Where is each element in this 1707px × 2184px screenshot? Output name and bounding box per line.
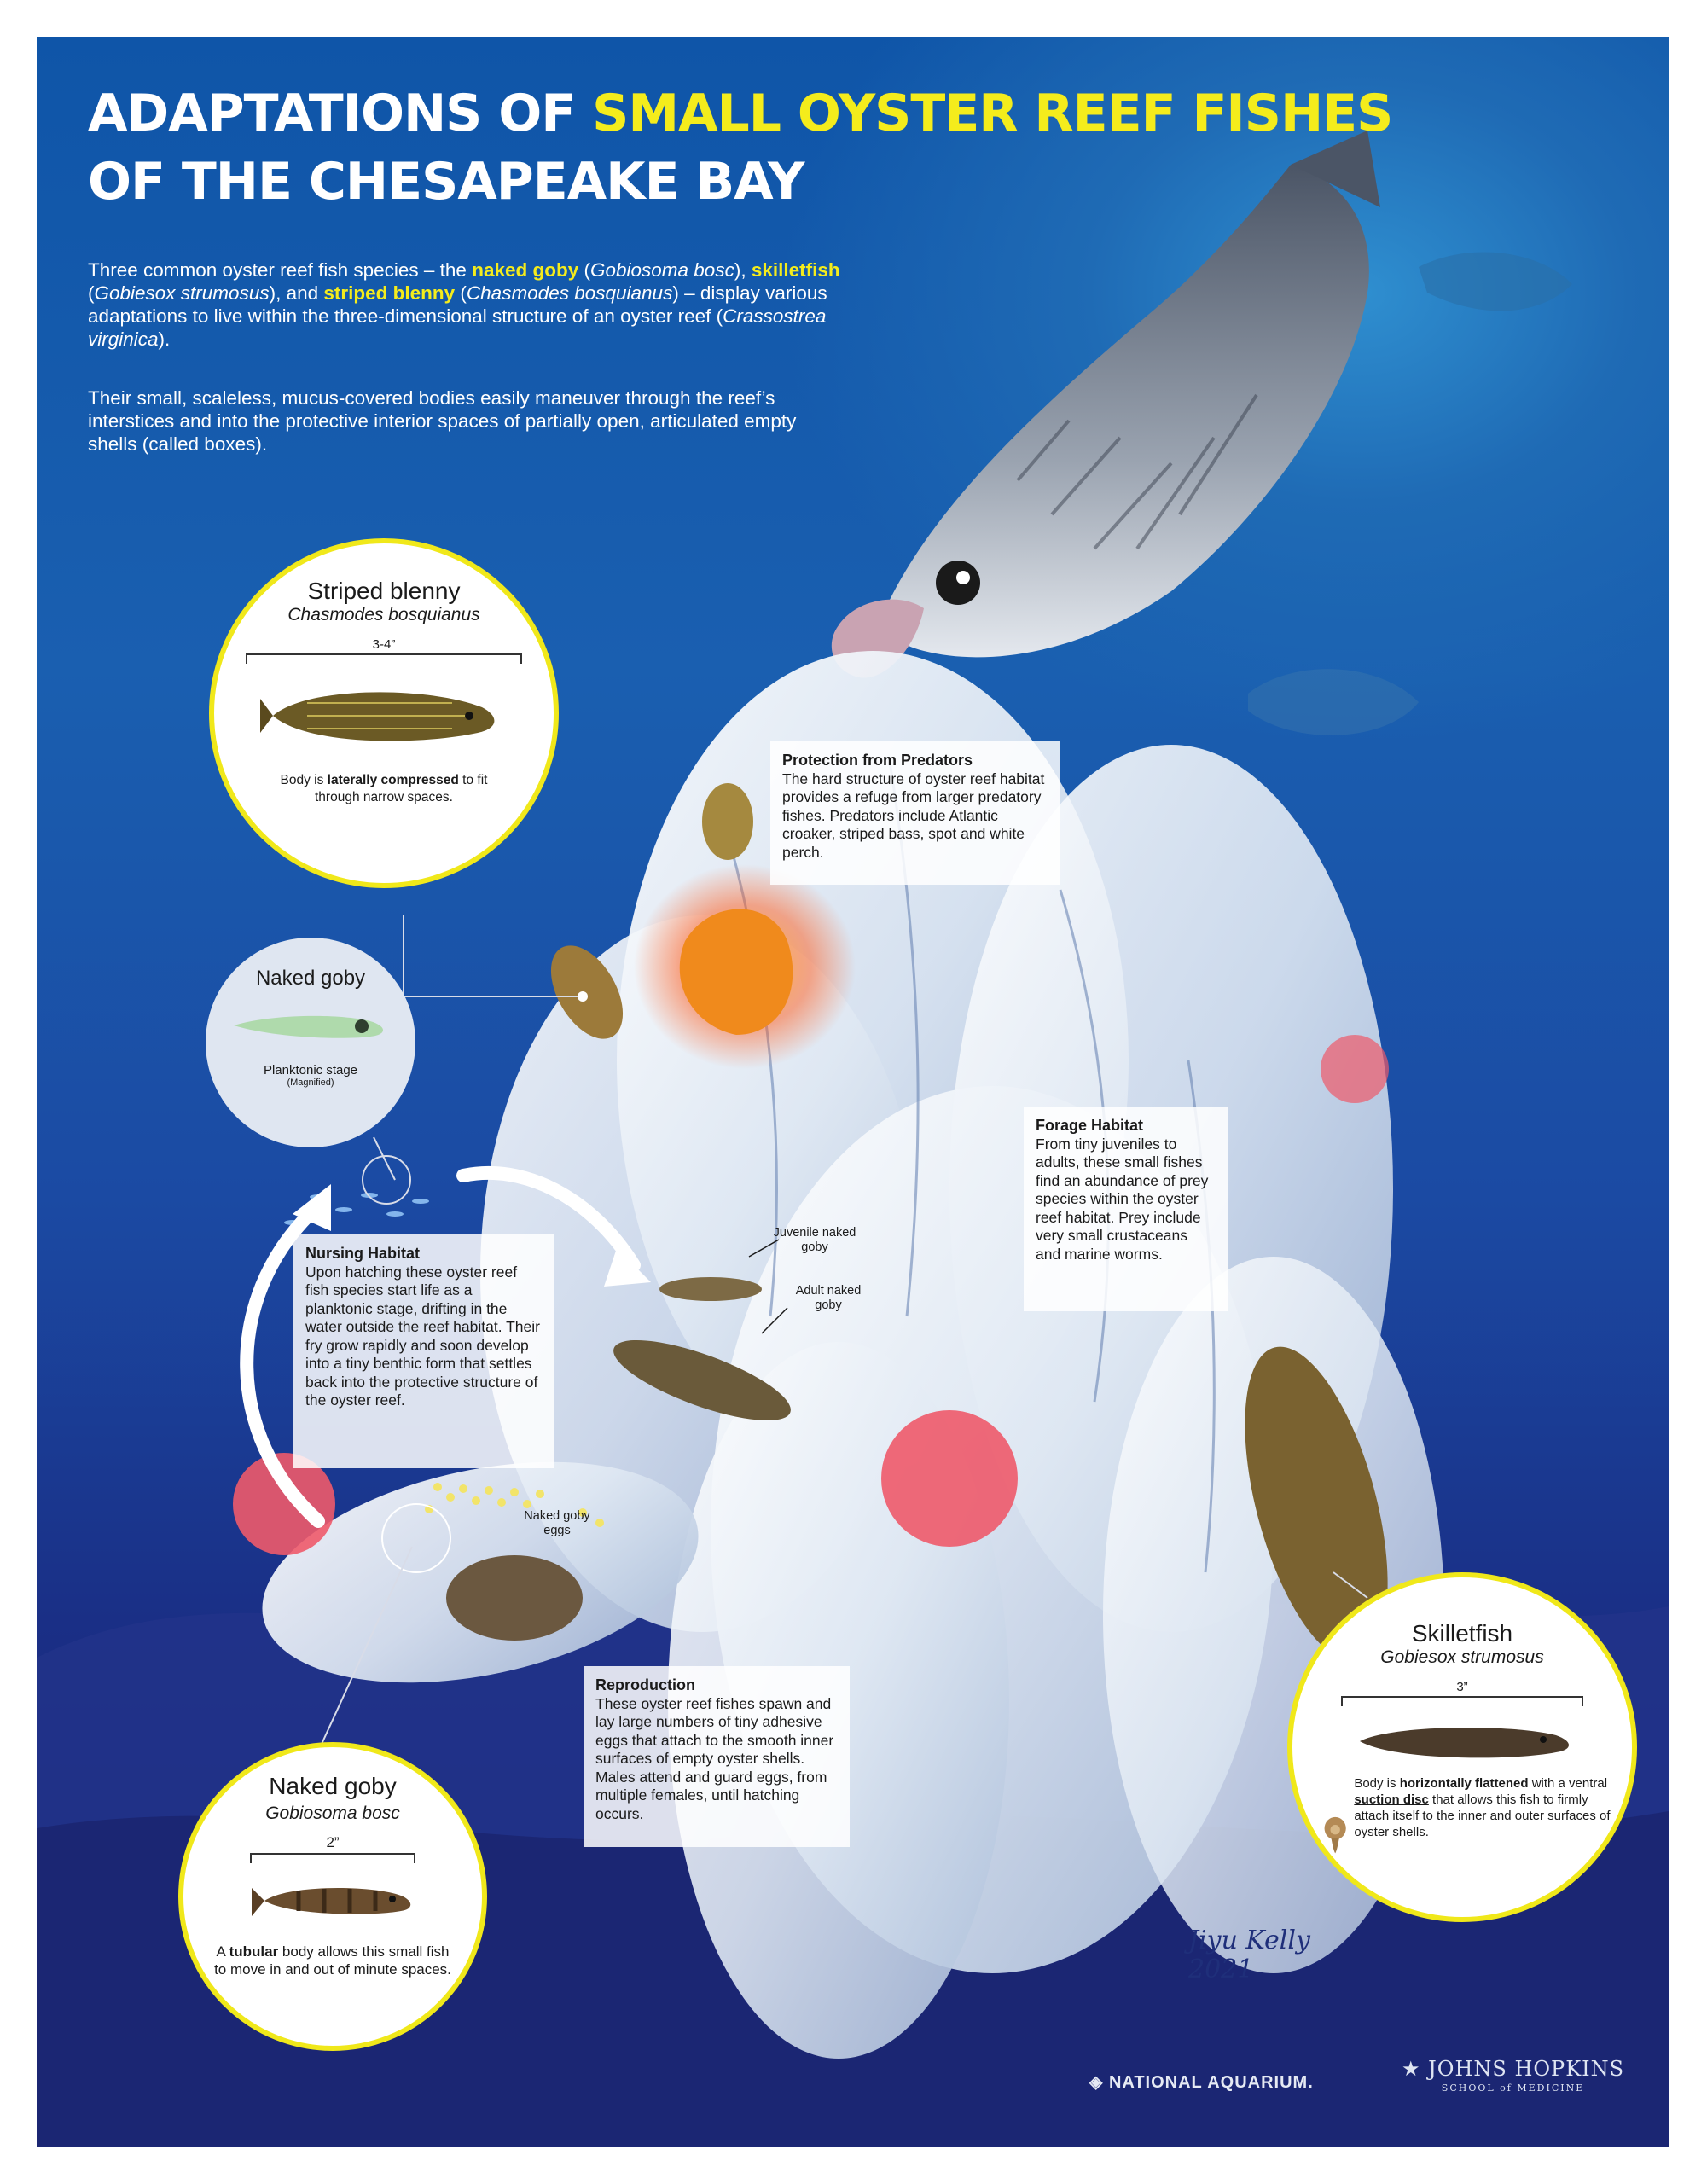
poster bbox=[37, 37, 1669, 2147]
card-description: Body is horizontally flattened with a ventral suction disc that allows this fish to firmly attach itself to the inner and outer surfaces of oyster shells. bbox=[1354, 1776, 1611, 1839]
size-bracket bbox=[1341, 1696, 1583, 1706]
title-line2: OF THE CHESAPEAKE BAY bbox=[88, 152, 804, 212]
species-skilletfish: skilletfish bbox=[751, 259, 840, 281]
intro-paragraph-2: Their small, scaleless, mucus-covered bodies easily maneuver through the reef’s interstices and into the protective interior spaces of partially open, articulated empty shells (called boxes). bbox=[88, 387, 797, 455]
nursing-habitat-box bbox=[293, 1234, 554, 1468]
magnified-note: (Magnified) bbox=[287, 1077, 334, 1088]
page-title: ADAPTATIONS OF SMALL OYSTER REEF FISHES OF THE CHESAPEAKE BAY bbox=[88, 84, 1393, 212]
planktonic-goby-card bbox=[206, 938, 415, 1147]
reproduction-box bbox=[584, 1666, 850, 1847]
card-scientific-name: Chasmodes bosquianus bbox=[287, 605, 480, 624]
box-heading: Nursing Habitat bbox=[305, 1245, 421, 1262]
size-label: 3-4” bbox=[372, 637, 396, 652]
box-heading: Reproduction bbox=[595, 1676, 695, 1693]
size-bracket bbox=[250, 1853, 415, 1863]
aquarium-mark-icon: ◈ bbox=[1089, 2073, 1109, 2092]
artist-signature: Jiyu Kelly 2021 bbox=[1188, 1926, 1310, 1984]
national-aquarium-logo: ◈ NATIONAL AQUARIUM. bbox=[1089, 2073, 1314, 2092]
red-coral-center bbox=[881, 1410, 1018, 1547]
planktonic-goby-illustration bbox=[225, 996, 396, 1055]
box-body: The hard structure of oyster reef habitat provides a refuge from larger predatory fishes. Predators include Atlantic croaker, striped bass, spot and white perch. bbox=[782, 770, 1045, 861]
distant-crab bbox=[1248, 669, 1419, 735]
striped-blenny-illustration bbox=[256, 669, 512, 763]
protection-from-predators-box bbox=[770, 741, 1060, 885]
naked-goby-illustration bbox=[247, 1867, 418, 1935]
red-coral-right bbox=[1321, 1035, 1389, 1103]
species-naked-goby: naked goby bbox=[472, 259, 579, 281]
intro-paragraph-1: Three common oyster reef fish species – the naked goby (Gobiosoma bosc), skilletfish (Gobiesox strumosus), and striped blenny (Chasmodes bosquianus) – display various adaptations to live within the three-dimensional structure of an oyster reef (Crassostrea virginica). bbox=[88, 259, 840, 350]
goby-eggs-label: Naked goby eggs bbox=[524, 1509, 590, 1537]
striped-blenny-card bbox=[209, 538, 559, 888]
suction-disc-illustration bbox=[1323, 1775, 1347, 1895]
box-heading: Protection from Predators bbox=[782, 752, 973, 769]
adult-goby-label: Adult naked goby bbox=[795, 1284, 862, 1312]
naked-goby-card bbox=[178, 1742, 487, 2051]
box-body: These oyster reef fishes spawn and lay large numbers of tiny adhesive eggs that attach to the smooth inner surfaces of empty oyster shells. Males attend and guard eggs, from multiple females, until hatching occurs. bbox=[595, 1694, 834, 1822]
juvenile-goby-label: Juvenile naked goby bbox=[773, 1226, 856, 1254]
card-description: A tubular body allows this small fish to move in and out of minute spaces. bbox=[214, 1943, 451, 1978]
blenny-top bbox=[702, 783, 753, 860]
card-title: Striped blenny bbox=[307, 578, 461, 604]
box-body: From tiny juveniles to adults, these small fishes find an abundance of prey species within the oyster reef habitat. Prey include very small crustaceans and marine worms. bbox=[1036, 1135, 1209, 1263]
size-label: 2” bbox=[326, 1834, 340, 1850]
title-highlight: SMALL OYSTER REEF FISHES bbox=[592, 84, 1393, 143]
size-label: 3” bbox=[1456, 1680, 1468, 1694]
card-title: Naked goby bbox=[255, 967, 366, 990]
card-description: Body is laterally compressed to fit through narrow spaces. bbox=[280, 773, 488, 804]
shield-icon: ★ bbox=[1402, 2057, 1429, 2081]
species-striped-blenny: striped blenny bbox=[323, 282, 456, 304]
stage-label: Planktonic stage bbox=[263, 1063, 358, 1077]
card-title: Naked goby bbox=[269, 1773, 397, 1799]
box-heading: Forage Habitat bbox=[1036, 1117, 1144, 1134]
card-title: Skilletfish bbox=[1411, 1620, 1513, 1647]
distant-fish bbox=[1419, 253, 1572, 311]
goby-guarding-eggs bbox=[446, 1555, 583, 1641]
card-scientific-name: Gobiesox strumosus bbox=[1380, 1647, 1544, 1667]
skillet-detail-row bbox=[1323, 1775, 1615, 1895]
card-scientific-name: Gobiosoma bosc bbox=[265, 1804, 400, 1823]
box-body: Upon hatching these oyster reef fish species start life as a planktonic stage, drifting in the water outside the reef habitat. Their fry grow rapidly and soon develop into a tiny benthic form that settles back into the protective structure of the oyster reef. bbox=[305, 1263, 540, 1409]
red-coral-left bbox=[233, 1453, 335, 1555]
johns-hopkins-logo: ★ JOHNS HOPKINS SCHOOL of MEDICINE bbox=[1402, 2057, 1625, 2094]
skilletfish-card bbox=[1287, 1572, 1637, 1922]
skilletfish-illustration bbox=[1343, 1711, 1582, 1771]
juvenile-goby-on-reef bbox=[659, 1277, 762, 1301]
size-bracket bbox=[246, 653, 522, 664]
forage-habitat-box bbox=[1024, 1107, 1228, 1311]
